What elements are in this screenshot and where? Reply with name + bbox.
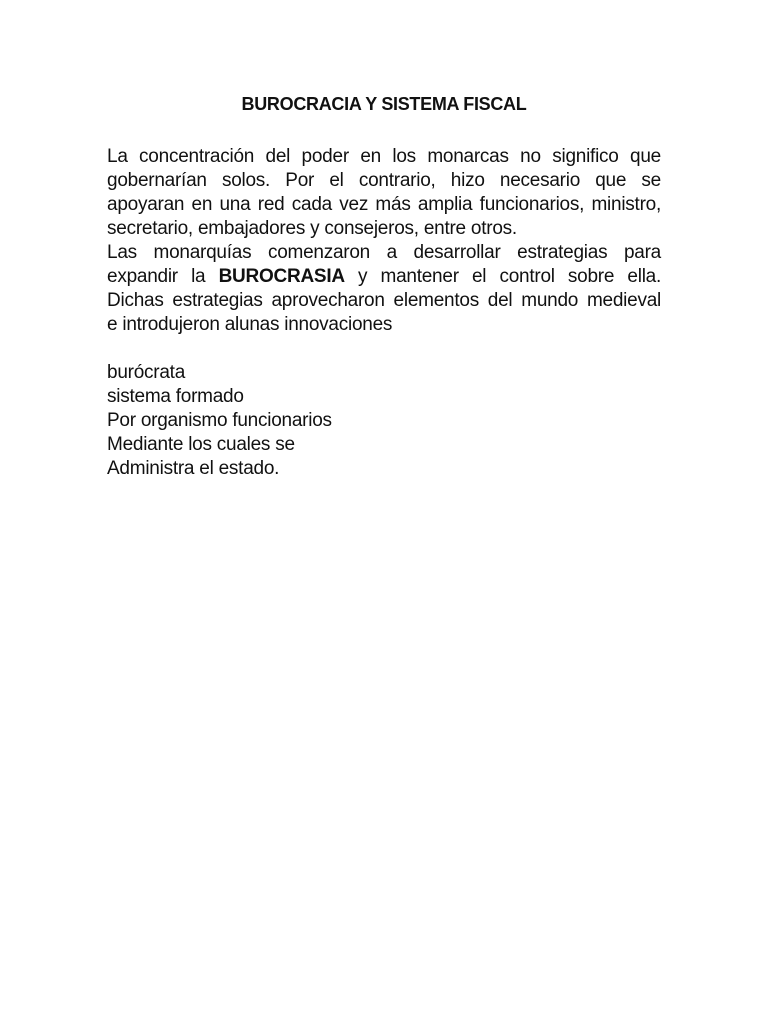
definition-line: Administra el estado. [107, 458, 280, 479]
paragraph-2-line: Dichas estrategias aprovecharon elementos del mundo medieval [107, 290, 661, 311]
document-title: BUROCRACIA Y SISTEMA FISCAL [241, 94, 527, 114]
paragraph-1 [107, 145, 661, 241]
paragraph-2-text: expandir la [107, 266, 219, 287]
paragraph-1-line: La concentración del poder en los monarcas no significo que [107, 146, 661, 167]
paragraph-2-text: y mantener el control sobre ella. [344, 266, 662, 287]
paragraph-1-line: gobernarían solos. Por el contrario, hizo necesario que se [107, 170, 661, 191]
paragraph-1-line: secretario, embajadores y consejeros, entre otros. [107, 218, 517, 239]
definition-line: Por organismo funcionarios [107, 410, 332, 431]
definition-line: Mediante los cuales se [107, 434, 295, 455]
paragraph-2-line: Las monarquías comenzaron a desarrollar estrategias para [107, 242, 661, 263]
paragraph-2-line: e introdujeron alunas innovaciones [107, 314, 393, 335]
paragraph-2-line [107, 265, 661, 289]
definition-line: sistema formado [107, 386, 244, 407]
definition-line: burócrata [107, 362, 186, 383]
definition-list [107, 361, 661, 481]
document-body [107, 145, 661, 481]
paragraph-1-line: apoyaran en una red cada vez más amplia funcionarios, ministro, [107, 194, 661, 215]
paragraph-2 [107, 241, 661, 337]
burocrasia-term: BUROCRASIA [218, 266, 345, 287]
